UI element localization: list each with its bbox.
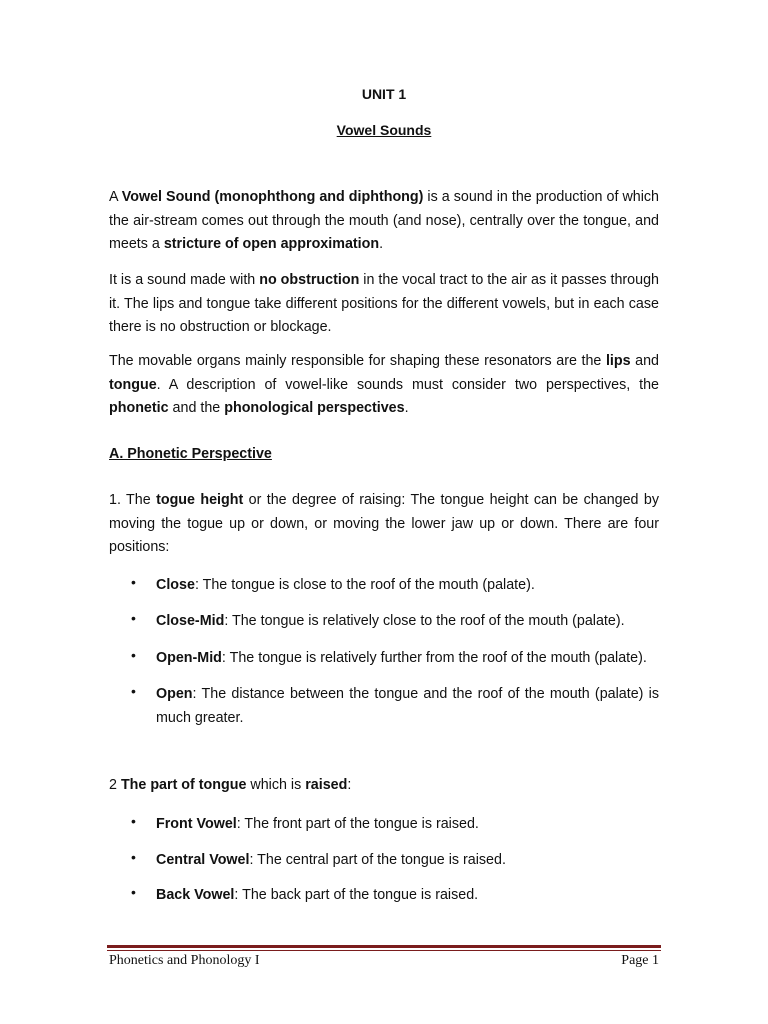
bullet-icon: •	[131, 849, 136, 865]
tongue-part-paragraph: 2 The part of tongue which is raised:	[109, 777, 352, 793]
unit-title: UNIT 1	[361, 86, 407, 102]
intro-paragraph-2: It is a sound made with no obstruction in the vocal tract to the air as it passes through it. The lips and tongue take different positions for the different vowels, but in each case there is no obstruction or blockage.	[109, 272, 659, 335]
bullet-icon: •	[131, 884, 136, 900]
page-number: Page 1	[621, 953, 659, 968]
bullet-icon: •	[131, 610, 136, 626]
page-title: Vowel Sounds	[336, 122, 432, 138]
intro-paragraph-1: A Vowel Sound (monophthong and diphthong) is a sound in the production of which the air-stream comes out through the mouth (and nose), centrally over the tongue, and meets a stricture of open approximation.	[109, 189, 659, 252]
tongue-height-paragraph: 1. The togue height or the degree of raising: The tongue height can be changed by moving the togue up or down, or moving the lower jaw up or down. There are four positions:	[109, 492, 659, 555]
bullet-icon: •	[131, 813, 136, 829]
bullet-icon: •	[131, 574, 136, 590]
bullet-icon: •	[131, 683, 136, 699]
bullet-icon: •	[131, 647, 136, 663]
footer-divider-thin	[107, 950, 661, 951]
section-heading: A. Phonetic Perspective	[109, 446, 272, 462]
intro-paragraph-3: The movable organs mainly responsible for shaping these resonators are the lips and tongue. A description of vowel-like sounds must consider two perspectives, the phonetic and the phonological perspectives.	[109, 353, 660, 416]
footer-divider	[107, 945, 661, 948]
footer-course-title: Phonetics and Phonology I	[109, 953, 260, 968]
